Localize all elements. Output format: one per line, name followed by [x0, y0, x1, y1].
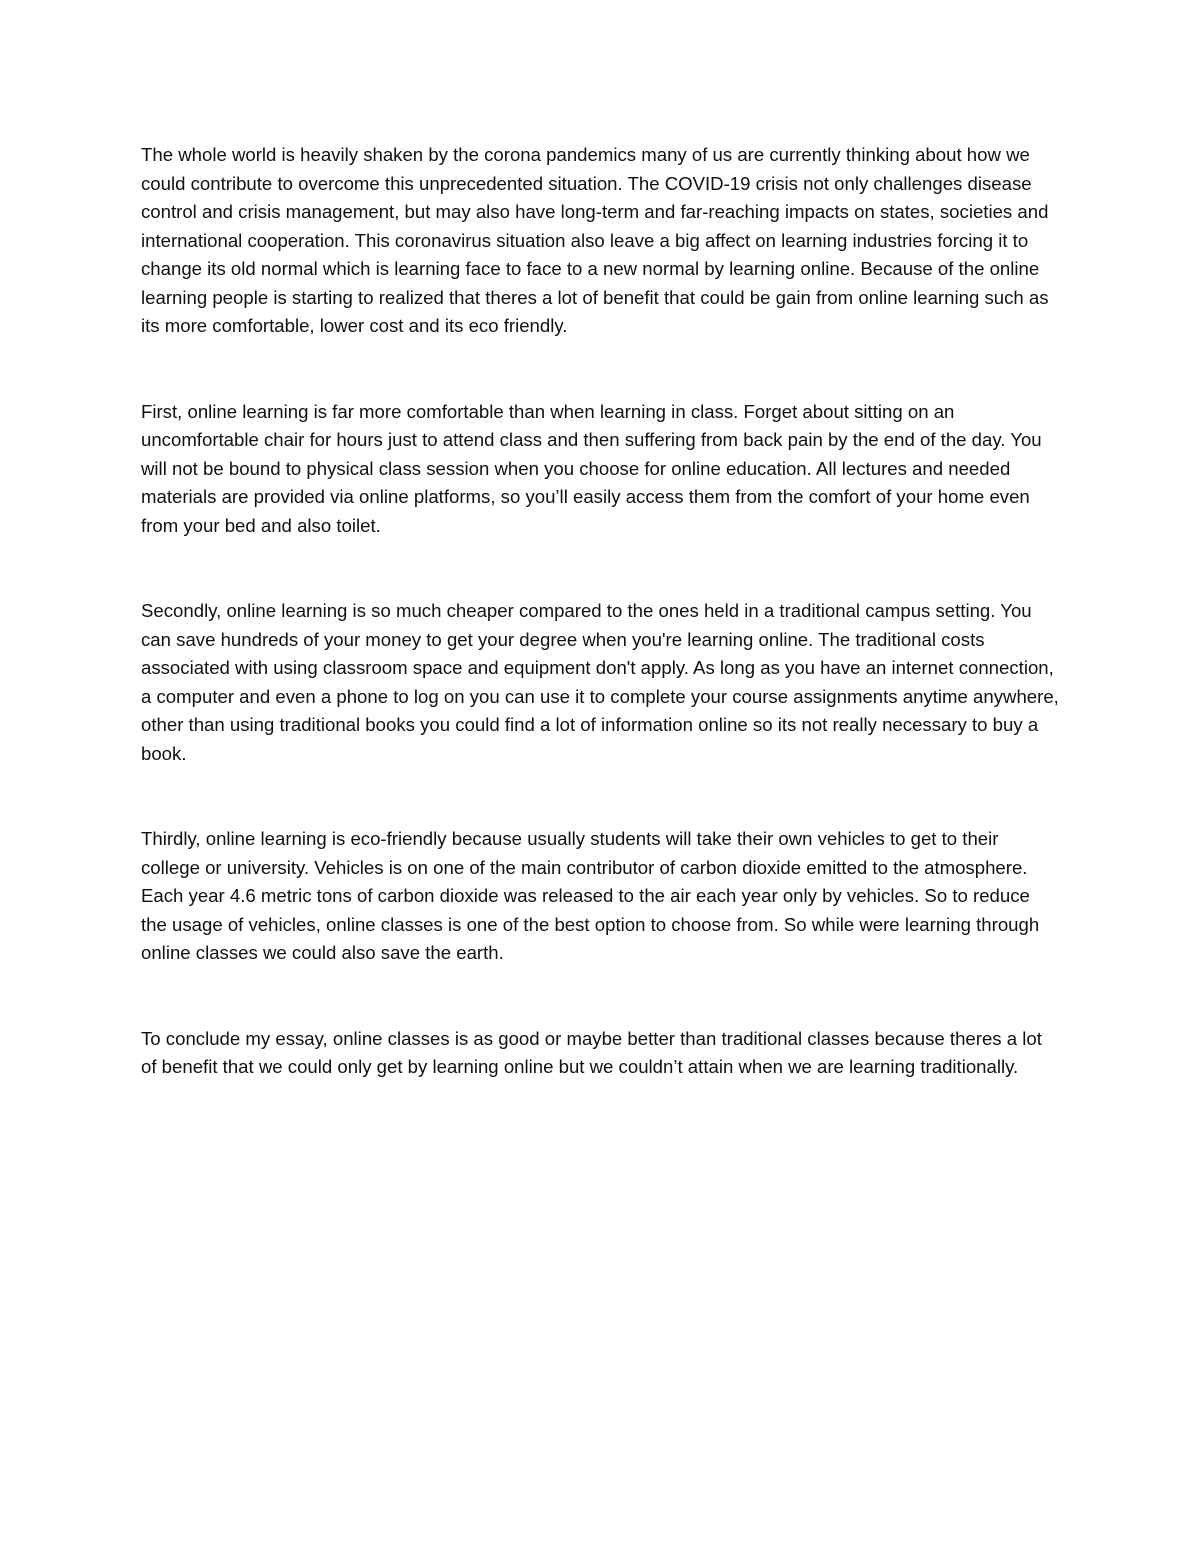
paragraph-conclusion: To conclude my essay, online classes is as good or maybe better than traditional classes because theres a lot of benefit that we could only get by learning online but we couldn’t attain when we are learning traditionally.	[141, 1027, 1042, 1077]
paragraph-spacer	[141, 540, 1059, 597]
paragraph-spacer	[141, 968, 1059, 1025]
paragraph-spacer	[141, 341, 1059, 398]
paragraph-spacer	[141, 768, 1059, 825]
paragraph-cost: Secondly, online learning is so much cheaper compared to the ones held in a traditional campus setting. You can save hundreds of your money to get your degree when you're learning online. The traditional costs associated with using classroom space and equipment don't apply. As long as you have an internet connection, a computer and even a phone to log on you can use it to complete your course assignments anytime anywhere, other than using traditional books you could find a lot of information online so its not really necessary to buy a book.	[141, 600, 1059, 764]
paragraph-introduction: The whole world is heavily shaken by the corona pandemics many of us are currently thinking about how we could contribute to overcome this unprecedented situation. The COVID-19 crisis not only challenges disease control and crisis management, but may also have long-term and far-reaching impacts on states, societies and international cooperation. This coronavirus situation also leave a big affect on learning industries forcing it to change its old normal which is learning face to face to a new normal by learning online. Because of the online learning people is starting to realized that theres a lot of benefit that could be gain from online learning such as its more comfortable, lower cost and its eco friendly.	[141, 144, 1049, 336]
paragraph-comfort: First, online learning is far more comfortable than when learning in class. Forget about sitting on an uncomfortable chair for hours just to attend class and then suffering from back pain by the end of the day. You will not be bound to physical class session when you choose for online education. All lectures and needed materials are provided via online platforms, so you’ll easily access them from the comfort of your home even from your bed and also toilet.	[141, 400, 1042, 536]
document-body	[141, 141, 1059, 1082]
paragraph-eco-friendly: Thirdly, online learning is eco-friendly because usually students will take their own vehicles to get to their college or university. Vehicles is on one of the main contributor of carbon dioxide emitted to the atmosphere. Each year 4.6 metric tons of carbon dioxide was released to the air each year only by vehicles. So to reduce the usage of vehicles, online classes is one of the best option to choose from. So while were learning through online classes we could also save the earth.	[141, 828, 1040, 963]
